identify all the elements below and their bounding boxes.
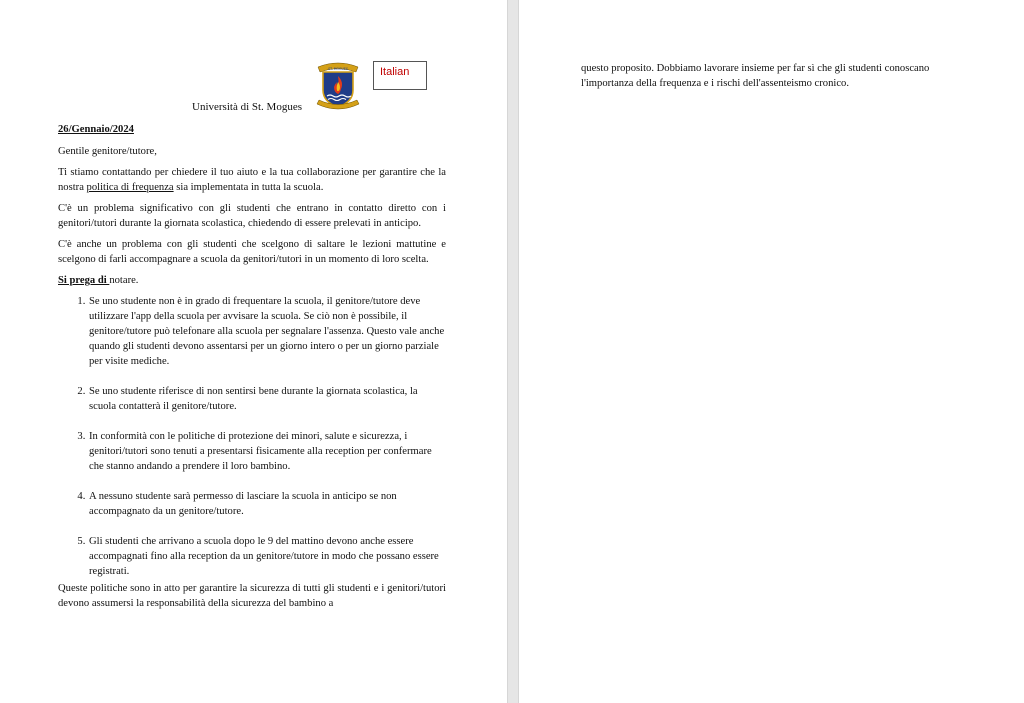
- letter-body-continued: [581, 61, 981, 91]
- list-item: 5. Gli studenti che arrivano a scuola dopo le 9 del mattino devono anche essere accompagnati fino alla reception da un genitore/tutore in modo che possano essere registrati.: [88, 534, 446, 579]
- letter-body: [58, 122, 446, 617]
- page-gutter: [507, 0, 519, 703]
- document-page-1: [0, 0, 507, 703]
- notes-lead-bold: Si prega di: [58, 275, 110, 286]
- list-item: 4. A nessuno studente sarà permesso di lasciare la scuola in anticipo se non accompagnato da un genitore/tutore.: [88, 489, 446, 519]
- notes-lead: [58, 273, 446, 288]
- notes-lead-text: notare.: [109, 275, 139, 286]
- crest-ribbon-text: ST. MOGUES: [328, 67, 348, 71]
- paragraph-closing-end: questo proposito. Dobbiamo lavorare insieme per far sì che gli studenti conoscano l'importanza della frequenza e i rischi dell'assenteismo cronico.: [581, 63, 930, 89]
- list-item: 1. Se uno studente non è in grado di frequentare la scuola, il genitore/tutore deve utilizzare l'app della scuola per avvisare la scuola. Se ciò non è possibile, il genitore/tutore può telefonare alla scuola per segnalare l'assenza. Questo vale anche quando gli studenti devono assentarsi per un giorno intero o per un giorno parziale per visite mediche.: [88, 294, 446, 369]
- university-name: Università di St. Mogues: [192, 101, 302, 113]
- paragraph-intro: [58, 165, 446, 195]
- language-label-box: [373, 61, 427, 90]
- paragraph-intro-text-end: sia implementata in tutta la scuola.: [173, 182, 324, 193]
- paragraph-intro-text-start: Ti stiamo contattando per chiedere il tuo aiuto e la tua collaborazione per garantire che la nostra: [58, 167, 446, 193]
- attendance-policy-link: politica di frequenza: [86, 182, 174, 193]
- language-label: Italian: [380, 66, 410, 78]
- paragraph-early-pickup: C'è un problema significativo con gli studenti che entrano in contatto diretto con i genitori/tutori durante la giornata scolastica, chiedendo di essere prelevati in anticipo.: [58, 203, 446, 229]
- paragraph-closing-start: Queste politiche sono in atto per garantire la sicurezza di tutti gli studenti e i genitori/tutori devono assumersi la responsabilità della sicurezza del bambino a: [58, 583, 446, 609]
- letter-date: 26/Gennaio/2024: [58, 124, 134, 135]
- list-item: 2. Se uno studente riferisce di non sentirsi bene durante la giornata scolastica, la scuola contatterà il genitore/tutore.: [88, 384, 446, 414]
- list-item: 3. In conformità con le politiche di protezione dei minori, salute e sicurezza, i genitori/tutori sono tenuti a presentarsi fisicamente alla reception per confermare che stanno andando a prendere il loro bambino.: [88, 429, 446, 474]
- salutation: Gentile genitore/tutore,: [58, 146, 157, 157]
- policy-notes-list: [58, 294, 446, 579]
- paragraph-skipping-lessons: C'è anche un problema con gli studenti che scelgono di saltare le lezioni mattutine e scelgono di farli accompagnare a scuola da genitori/tutori in un momento di loro scelta.: [58, 239, 446, 265]
- document-page-2: [519, 0, 1024, 703]
- university-crest-logo: [314, 60, 362, 112]
